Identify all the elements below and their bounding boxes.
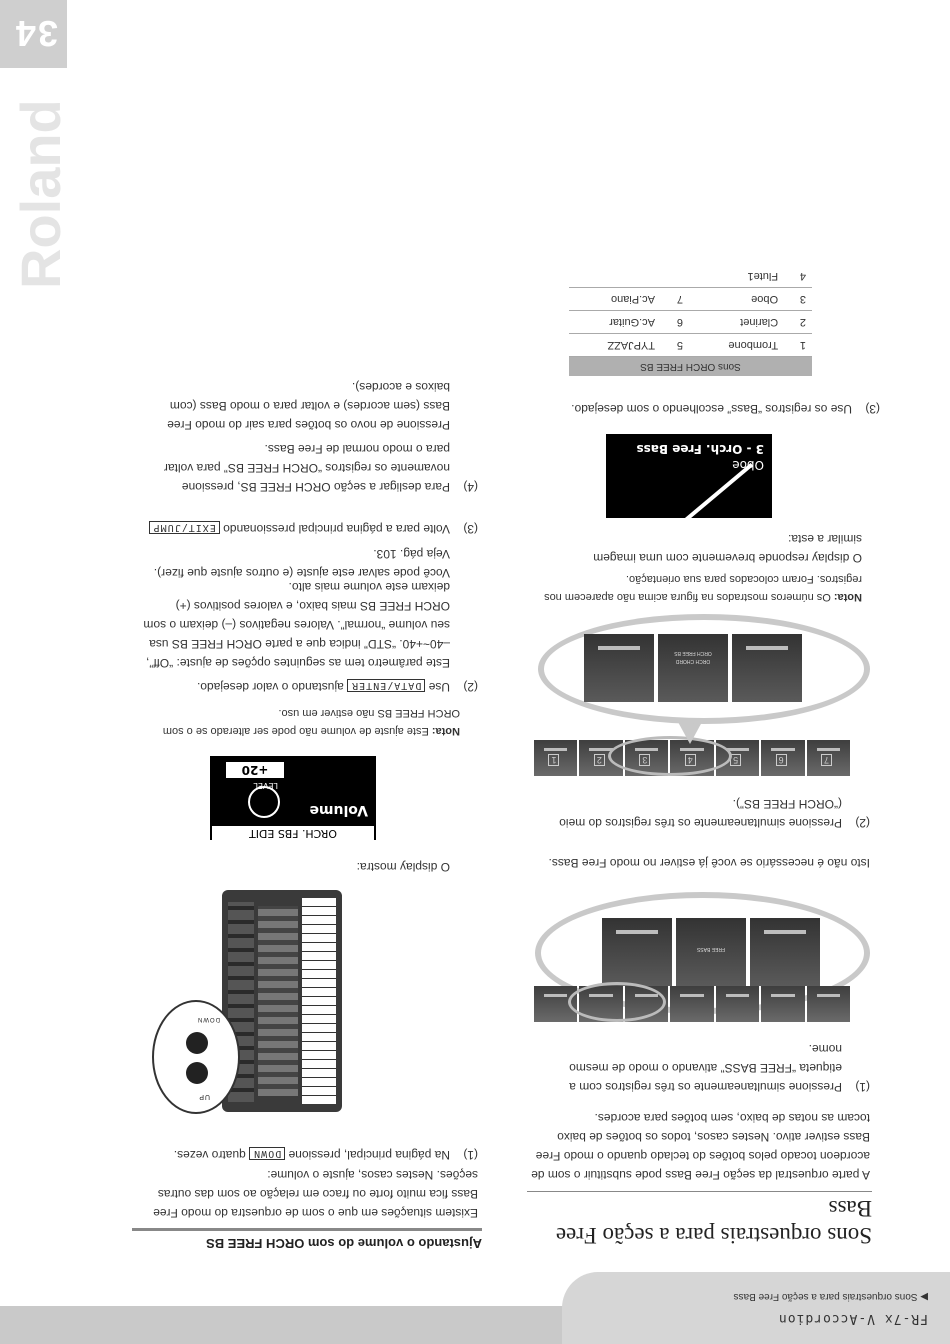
step-3 [534,399,880,418]
note-label: Nota: [833,591,862,603]
heading-rule [132,1228,482,1231]
level-knob-icon [248,786,280,818]
register-column [258,906,298,1096]
register-button[interactable] [602,918,672,986]
display-shows: O display mostra: [356,860,450,874]
register-button[interactable] [670,986,713,1022]
display-intro: O display responde brevemente com uma imagem similar a esta: [593,532,862,565]
volume-note [150,704,460,740]
manual-title: FR-7x V-Accordion [777,1311,928,1326]
lcd-sound-name: Oboe [732,458,764,472]
step-text: Na página principal, pressione [288,1148,450,1162]
note-numbers [542,570,862,606]
highlight-ellipse [608,736,732,776]
down-key-label: DOWN [249,1147,285,1160]
table-row: 3 Oboe 7 Ac.Piano [569,288,812,311]
page-title: Sons orquestrais para a seção Free Bass [555,1196,872,1248]
down-button[interactable] [186,1032,208,1054]
lcd-level-value: +20 [226,762,284,778]
step-text: Pressione simultaneamente os três registros com a etiqueta “FREE BASS” ativando o modo de mesmo nome. [569,1042,842,1094]
step-number: (3) [865,402,880,416]
register-button-4[interactable]: 4 [670,740,713,776]
orch-sound-table [569,265,812,376]
register-button[interactable] [732,634,802,702]
volume-intro: Existem situações em que o som de orquestra do modo Free Bass fica muito forte ou fraco em relação ao som das outras seções. Nestes casos, ajuste o volume: [153,1168,478,1220]
step-number: (3) [463,522,478,536]
step-number: (1) [855,1080,870,1094]
page-number: 34 [13,13,58,54]
lcd-display [606,434,772,518]
register-button-orch[interactable]: ORCH FREE BS ORCH CHORD [658,634,728,702]
step-4: (4) Para desligar a seção ORCH FREE BS, pressione novamente os registros “ORCH FREE BS” para voltar para o modo normal de Free Bass. [163,442,478,494]
up-button[interactable] [186,1062,208,1084]
piano-keys [302,898,336,1104]
note-text: Os números mostrados na figura acima não aparecem nos registros. Foram colocados para sua orientação. [544,573,862,603]
register-button-7[interactable]: 7 [807,740,850,776]
step-number: (1) [463,1148,478,1162]
zoom-bubble [538,614,870,724]
data-enter-key-label: DATA/ENTER [347,679,425,692]
register-button-2[interactable]: 2 [579,740,622,776]
table-header: Sons ORCH FREE BS [569,357,812,377]
button-zoom: UP DOWN [152,1000,240,1114]
register-button[interactable] [584,634,654,702]
save-note: Você pode salvar este ajuste (e outros ajuste que fizer). Veja pág. 103. [153,547,450,580]
step-number: (2) [855,816,870,830]
register-button[interactable] [807,986,850,1022]
accordion-illustration [222,890,342,1112]
step-1: (1) Na página principal, pressione DOWN quatro vezes. [130,1144,450,1164]
note-label: Nota: [431,725,460,737]
title-rule [527,1191,872,1192]
brand-logo: Roland [9,99,72,289]
free-bass-exit-text: Pressione de novo os botões para sair do modo Free Bass (sem acordes) e voltar para o modo Bass (com baixos e acordes). [167,380,450,432]
lcd-param: Volume [309,802,368,818]
register-button-free-bass[interactable]: FREE BASS [676,918,746,986]
register-button-6[interactable]: 6 [761,740,804,776]
table-row: 4 Flute1 [569,265,812,288]
lcd-section: 3 - Orch. Free Bass [636,442,764,456]
register-button-5[interactable]: 5 [716,740,759,776]
table-row: 1 Trombone 5 TYPJAZZ [569,334,812,357]
lcd-volume-display: ORCH. FBS EDIT Volume LEVEL +20 [210,756,376,840]
step-2 [534,794,870,832]
highlight-ellipse [568,982,666,1022]
step-number: (2) [463,680,478,694]
note-free-bass: Isto não é necessário se você já estiver no modo Free Bass. [548,856,870,870]
note-text: Este ajuste de volume não pode ser alterado se o som ORCH FREE BS não estiver em uso. [162,707,460,737]
section-heading: Ajustando o volume do som ORCH FREE BS [206,1236,482,1251]
step-1 [534,1039,870,1096]
bubble-pointer [678,722,702,744]
step-3: (3) Volte para a página principal pressionando EXIT/JUMP [140,518,450,538]
step-text: Pressione simultaneamente os três registros do meio (“ORCH FREE BS”). [559,797,842,830]
exit-jump-key-label: EXIT/JUMP [149,521,220,534]
register-button-3[interactable]: 3 [625,740,668,776]
register-button[interactable] [750,918,820,986]
volume-options-text: Este parâmetro tem as seguintes opções de ajuste: “Off”, –40~+40. “STD” indica que a parte ORCH FREE BS usa seu volume “normal”. Valores negativos (–) deixam o som ORCH FREE BS mais baixo, e valores positivos (+) deixam este volume mais alto. [143,580,450,670]
intro-paragraph: A parte orquestral da seção Free Bass pode substituir o som de acordeon tocado pelos botões do teclado quando o modo Free Bass estiver ativo. Nestes casos, todos os botões de baixo tocam as notas de baixo, sem botões para acordes. [531,1111,870,1182]
register-button-1[interactable]: 1 [534,740,577,776]
step-2: (2) Use DATA/ENTER ajustando o valor desejado. [140,676,450,696]
lcd-title: ORCH. FBS EDIT [212,826,374,840]
step-text: Use os registros “Bass” escolhendo o som desejado. [571,402,852,416]
step-number: (4) [463,480,478,494]
header-tab [562,1272,950,1344]
section-breadcrumb: ▶ Sons orquestrais para a seção Free Bass [733,1291,928,1302]
register-button[interactable] [716,986,759,1022]
register-button[interactable] [761,986,804,1022]
table-row: 2 Clarinet 6 Ac.Guitar [569,311,812,334]
